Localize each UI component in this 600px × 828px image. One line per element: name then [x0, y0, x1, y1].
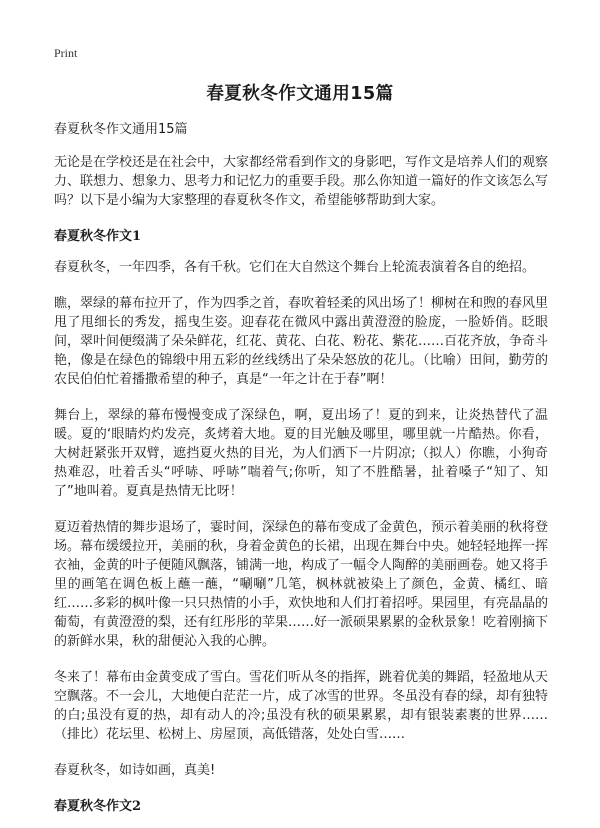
- print-link[interactable]: Print: [54, 46, 78, 60]
- intro-paragraph: 无论是在学校还是在社会中，大家都经常看到作文的身影吧，写作文是培养人们的观察力、联想力、想象力、思考力和记忆力的重要手段。那么你知道一篇好的作文该怎么写吗？以下是小编为大家整理的春夏秋冬作文，希望能够帮助到大家。: [54, 155, 549, 208]
- paragraph: 夏迈着热情的舞步退场了，霎时间，深绿色的幕布变成了金黄色，预示着美丽的秋将登场。幕布缓缓拉开，美丽的秋，身着金黄色的长裙，出现在舞台中央。她轻轻地挥一挥衣袖，金黄的叶子便随风飘落，铺满一地，构成了一幅令人陶醉的美丽画卷。她又将手里的画笔在调色板上蘸一蘸，“唰唰”几笔，枫林就被染上了颜色，金黄、橘红、暗红……多彩的枫叶像一只只热情的小手，欢快地和人们打着招呼。果园里，有亮晶晶的葡萄，有黄澄澄的梨，还有红彤彤的苹果……好一派硕果累累的金秋景象！吃着刚摘下的新鲜水果，秋的甜便沁入我的心脾。: [54, 520, 549, 649]
- paragraph: 春夏秋冬，如诗如画，真美!: [54, 763, 216, 778]
- paragraph: 春夏秋冬，一年四季，各有千秋。它们在大自然这个舞台上轮流表演着各自的绝招。: [54, 260, 536, 275]
- paragraph: 舞台上，翠绿的幕布慢慢变成了深绿色，啊，夏出场了！夏的到来，让炎热替代了温暖。夏的‘眼睛灼灼发亮，炙烤着大地。夏的目光触及哪里，哪里就一片酷热。你看，大树赶紧张开双臂，遮挡夏火热的目光，为人们洒下一片阴凉;（拟人）你瞧，小狗奇热难忍，吐着舌头“呼哧、呼哧”喘着气;你听，知了不胜酷暑，扯着嗓子“知了、知了”地叫着。夏真是热情无比呀！: [54, 408, 548, 499]
- section-heading-2: 春夏秋冬作文2: [54, 799, 142, 814]
- paragraph: 冬来了！幕布由金黄变成了雪白。雪花们听从冬的指挥，跳着优美的舞蹈，轻盈地从天空飘落。不一会儿，大地便白茫茫一片，成了冰雪的世界。冬虽没有春的绿，却有独特的白;虽没有夏的热，却有动人的冷;虽没有秋的硕果累累，却有银装素裹的世界……（排比）花坛里、松树上、房屋顶，高低错落，处处白雪……: [54, 670, 549, 742]
- section-heading-1: 春夏秋冬作文1: [54, 229, 142, 244]
- document-subtitle: 春夏秋冬作文通用15篇: [54, 122, 188, 137]
- page-title: 春夏秋冬作文通用15篇: [206, 84, 394, 104]
- paragraph: 瞧，翠绿的幕布拉开了，作为四季之首，春吹着轻柔的风出场了！柳树在和煦的春风里甩了甩细长的秀发，摇曳生姿。迎春花在微风中露出黄澄澄的脸庞，一脸娇俏。眨眼间，翠叶间便缀满了朵朵鲜花，红花、黄花、白花、粉花、紫花……百花齐放，争奇斗艳，像是在绿色的锦缎中用五彩的丝线绣出了朵朵怒放的花儿。（比喻）田间，勤劳的农民伯伯忙着播撒希望的种子，真是“一年之计在于春”啊！: [54, 296, 549, 387]
- document-body: [54, 120, 548, 828]
